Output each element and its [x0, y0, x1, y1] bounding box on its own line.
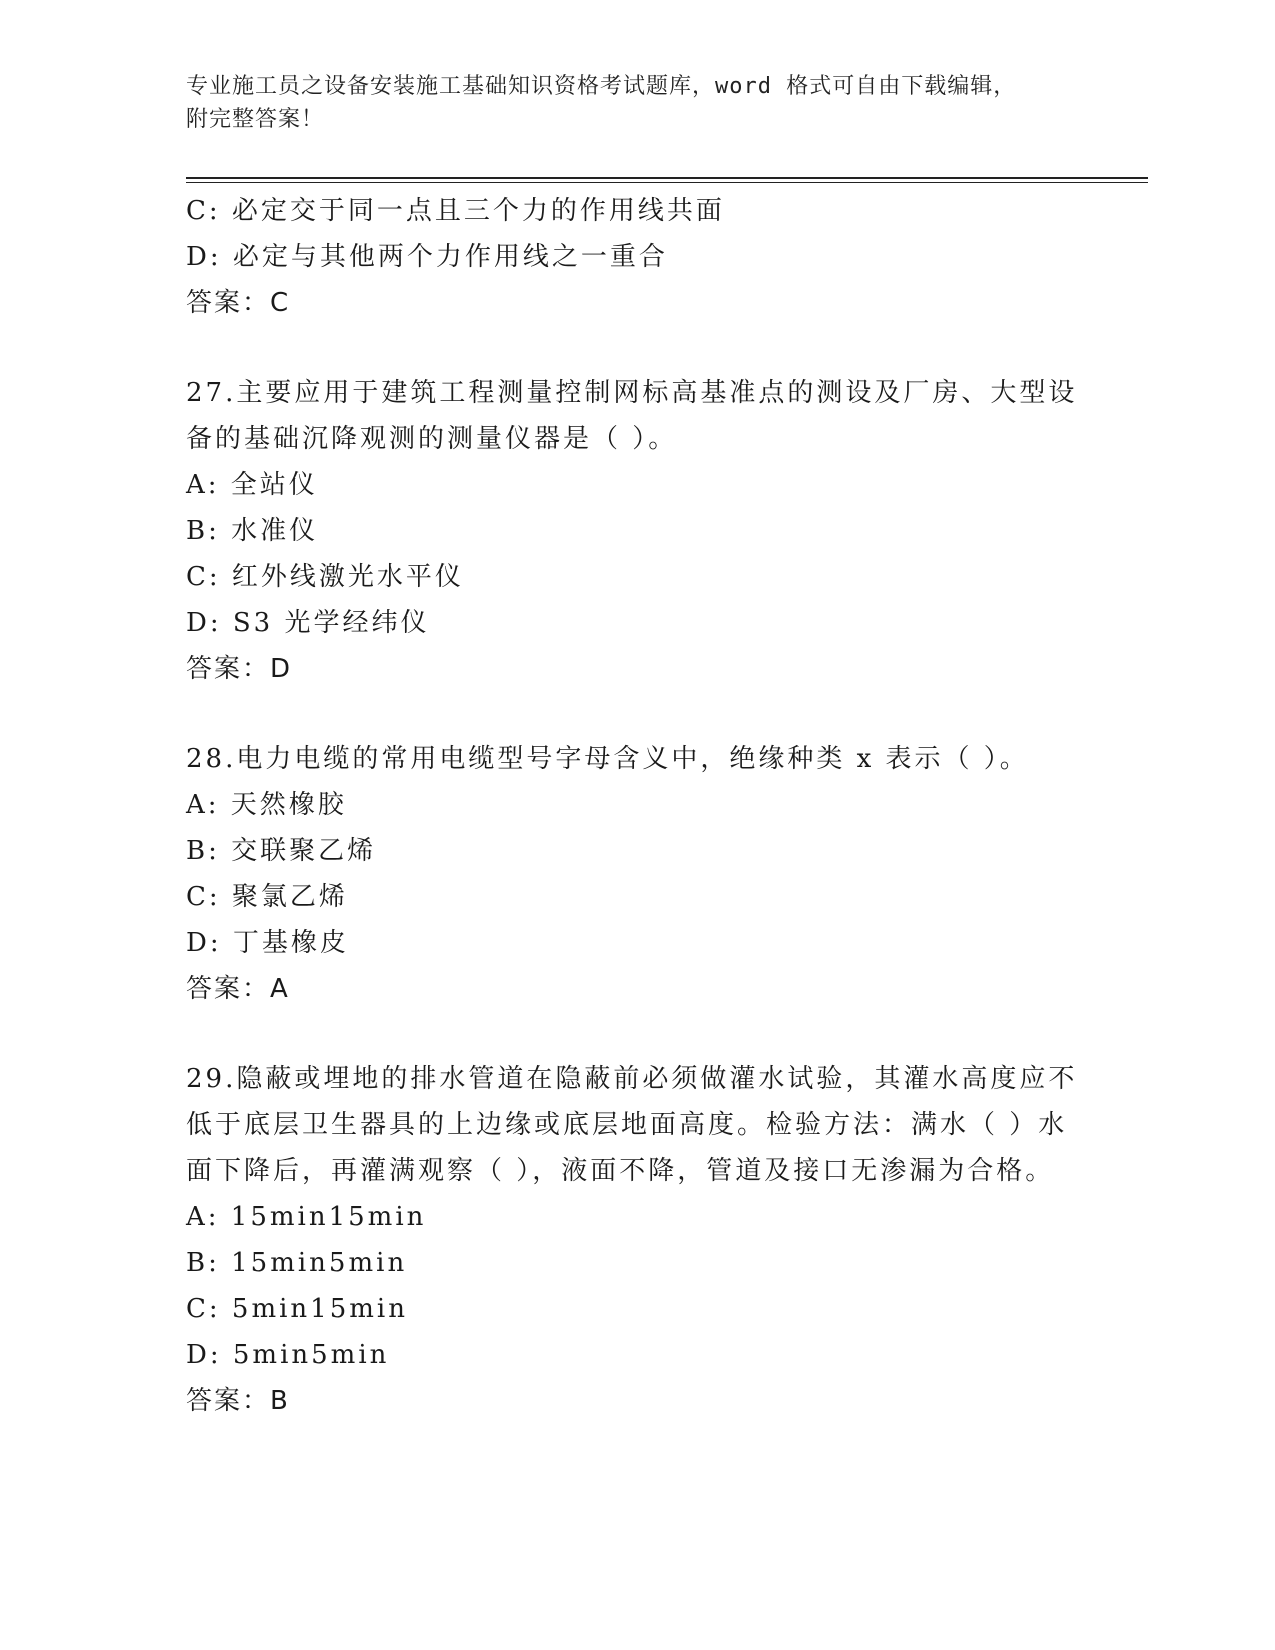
question-27 [186, 370, 1086, 692]
answer-label: 答案：C [186, 288, 291, 318]
question-28 [186, 736, 1086, 1012]
answer-label: 答案：A [186, 974, 290, 1004]
option-c: C: 红外线激光水平仪 [186, 562, 464, 592]
option-d: D: 必定与其他两个力作用线之一重合 [186, 242, 668, 272]
spacer [186, 1012, 1086, 1056]
option-c: C: 5min15min [186, 1294, 408, 1324]
header-divider-thick [186, 177, 1148, 179]
option-b: B: 交联聚乙烯 [186, 836, 377, 866]
option-c: C: 必定交于同一点且三个力的作用线共面 [186, 196, 725, 226]
option-b: B: 水准仪 [186, 516, 319, 546]
document-header [186, 70, 1086, 136]
answer-label: 答案：B [186, 1386, 290, 1416]
spacer [186, 692, 1086, 736]
question-list [186, 188, 1086, 1424]
question-29 [186, 1056, 1086, 1424]
option-b: B: 15min5min [186, 1248, 408, 1278]
header-line-1: 专业施工员之设备安装施工基础知识资格考试题库，word 格式可自由下载编辑， [186, 74, 1017, 99]
question-26-tail [186, 188, 1086, 326]
question-stem: 28.电力电缆的常用电缆型号字母含义中，绝缘种类 x 表示（ ）。 [186, 744, 1029, 774]
option-a: A: 15min15min [186, 1202, 427, 1232]
option-d: D: S3 光学经纬仪 [186, 608, 430, 638]
header-line-2: 附完整答案！ [186, 107, 325, 132]
question-stem: 29.隐蔽或埋地的排水管道在隐蔽前必须做灌水试验，其灌水高度应不 [186, 1064, 1078, 1094]
option-a: A: 天然橡胶 [186, 790, 347, 820]
header-divider-thin [186, 182, 1148, 183]
question-stem: 27.主要应用于建筑工程测量控制网标高基准点的测设及厂房、大型设 [186, 378, 1078, 408]
question-stem: 面下降后，再灌满观察（ ），液面不降，管道及接口无渗漏为合格。 [186, 1156, 1055, 1186]
option-d: D: 丁基橡皮 [186, 928, 349, 958]
option-c: C: 聚氯乙烯 [186, 882, 348, 912]
option-d: D: 5min5min [186, 1340, 390, 1370]
spacer [186, 326, 1086, 370]
option-a: A: 全站仪 [186, 470, 318, 500]
answer-label: 答案：D [186, 654, 293, 684]
question-stem: 低于底层卫生器具的上边缘或底层地面高度。检验方法：满水（ ）水 [186, 1110, 1068, 1140]
question-stem: 备的基础沉降观测的测量仪器是（ ）。 [186, 424, 678, 454]
